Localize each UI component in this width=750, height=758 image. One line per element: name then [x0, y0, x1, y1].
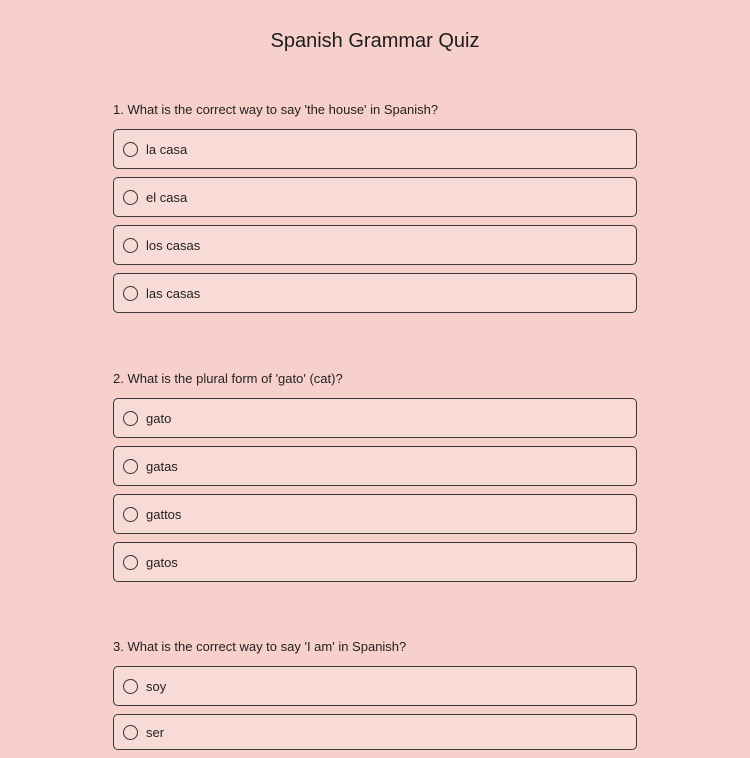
question-number: 1. [113, 102, 124, 117]
radio-circle-icon[interactable] [123, 142, 138, 157]
option-label: gatas [146, 458, 178, 474]
answer-option-soy[interactable] [113, 666, 637, 706]
answer-option-la-casa[interactable] [113, 129, 637, 169]
option-label: el casa [146, 189, 188, 205]
question-text [113, 369, 637, 389]
radio-circle-icon[interactable] [123, 725, 138, 740]
question-text [113, 100, 637, 120]
answer-option-los-casas[interactable] [113, 225, 637, 265]
question-prompt: What is the correct way to say 'the house' in Spanish? [127, 102, 439, 117]
option-label: ser [146, 724, 165, 740]
radio-circle-icon[interactable] [123, 459, 138, 474]
option-label: soy [146, 678, 167, 694]
radio-circle-icon[interactable] [123, 238, 138, 253]
question-prompt: What is the correct way to say 'I am' in Spanish? [127, 639, 407, 654]
answer-option-el-casa[interactable] [113, 177, 637, 217]
radio-circle-icon[interactable] [123, 679, 138, 694]
radio-circle-icon[interactable] [123, 507, 138, 522]
radio-circle-icon[interactable] [123, 286, 138, 301]
answer-option-gato[interactable] [113, 398, 637, 438]
question-2 [113, 369, 637, 590]
option-label: gattos [146, 506, 182, 522]
question-number: 2. [113, 371, 124, 386]
radio-circle-icon[interactable] [123, 555, 138, 570]
option-label: gatos [146, 554, 178, 570]
option-label: las casas [146, 285, 201, 301]
question-prompt: What is the plural form of 'gato' (cat)? [127, 371, 343, 386]
option-label: los casas [146, 237, 201, 253]
answer-option-ser[interactable] [113, 714, 637, 750]
page-title: Spanish Grammar Quiz [270, 30, 480, 52]
answer-option-gattos[interactable] [113, 494, 637, 534]
radio-circle-icon[interactable] [123, 190, 138, 205]
question-text [113, 637, 637, 657]
question-3 [113, 637, 637, 758]
answer-option-las-casas[interactable] [113, 273, 637, 313]
question-1 [113, 100, 637, 321]
option-label: gato [146, 410, 172, 426]
answer-option-gatas[interactable] [113, 446, 637, 486]
answer-option-gatos[interactable] [113, 542, 637, 582]
radio-circle-icon[interactable] [123, 411, 138, 426]
question-number: 3. [113, 639, 124, 654]
option-label: la casa [146, 141, 188, 157]
